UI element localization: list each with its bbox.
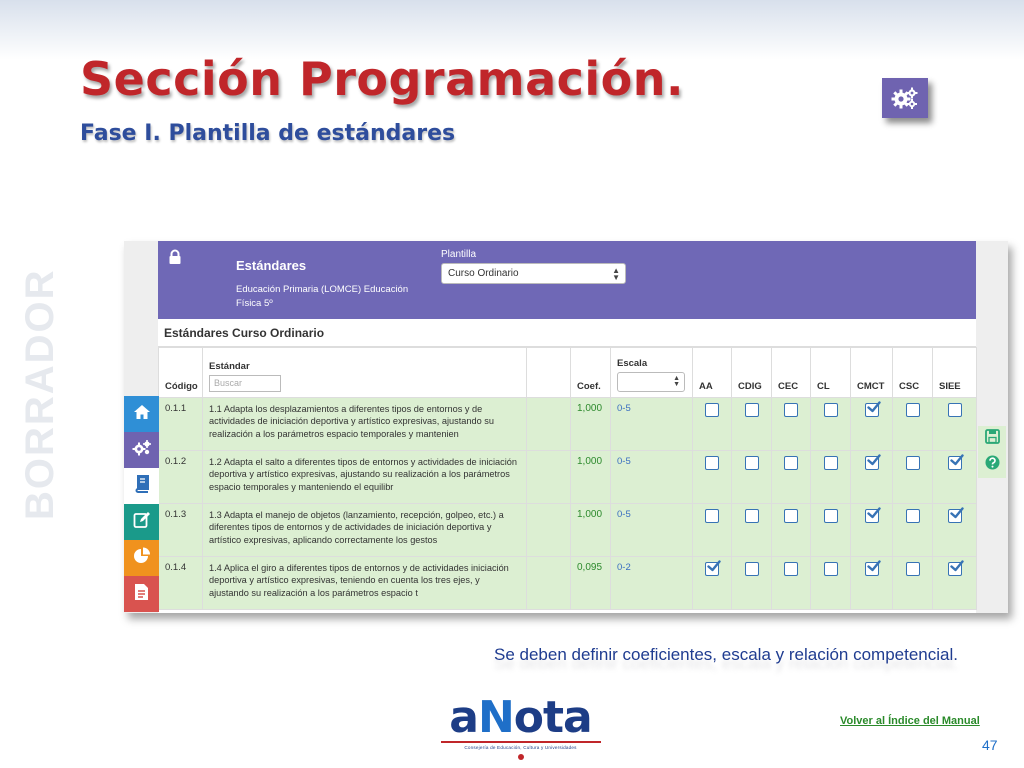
cell-cl [811,398,851,451]
row-description: 1.1 Adapta los desplazamientos a diferentes tipos de entornos y de actividades de iniciación deportiva y artístico expresivas, ajustando su realización a los parámetros espacio temporales y mantenien [203,398,527,451]
header-estandar [203,348,527,398]
header-codigo: Código [159,348,203,398]
table-row[interactable] [159,451,977,504]
table-header-row [159,348,977,398]
cell-cmct [851,398,893,451]
header-siee: SIEE [933,348,977,398]
sidenav-item-home[interactable] [124,396,159,432]
cell-aa [693,504,732,557]
checkbox-cdig[interactable] [745,509,759,523]
panel-header-subtitle: Educación Primaria (LOMCE) Educación Física 5º [236,284,409,309]
cell-siee [933,451,977,504]
header-cec: CEC [772,348,811,398]
checkbox-siee[interactable] [948,456,962,470]
gears-icon [882,78,928,118]
logo-caption: Consejería de Educación, Cultura y Universidades [464,745,577,750]
sidenav-item-document[interactable] [124,576,159,612]
sidenav-item-book[interactable] [124,468,159,504]
cell-cec [772,504,811,557]
row-codigo: 0.1.2 [159,451,203,504]
cell-cec [772,398,811,451]
book-icon [134,475,150,498]
row-description: 1.3 Adapta el manejo de objetos (lanzamiento, recepción, golpeo, etc.) a diferentes tipos de entornos y de actividades de iniciación deportiva y artístico expresivas, aplicando correctamente los gestos [203,504,527,557]
header-estandar-label: Estándar [209,361,250,372]
row-empty [527,557,571,610]
app-screenshot [124,241,1008,613]
cell-csc [893,398,933,451]
checkbox-cdig[interactable] [745,456,759,470]
cell-cec [772,451,811,504]
help-button[interactable] [978,452,1006,478]
checkbox-aa[interactable] [705,403,719,417]
slide-subtitle: Fase I. Plantilla de estándares [80,121,456,146]
checkbox-siee[interactable] [948,509,962,523]
lock-icon[interactable] [168,249,182,270]
logo-wordmark [438,692,603,743]
checkbox-cdig[interactable] [745,562,759,576]
checkbox-cec[interactable] [784,456,798,470]
cell-cec [772,557,811,610]
slide-title: Sección Programación. [80,52,684,106]
row-escala[interactable]: 0-5 [611,398,693,451]
header-escala [611,348,693,398]
row-coef[interactable]: 0,095 [571,557,611,610]
table-row[interactable] [159,504,977,557]
right-toolbar [978,426,1006,478]
checkbox-cl[interactable] [824,562,838,576]
cell-siee [933,504,977,557]
select-arrows-icon: ▲ ▼ [673,375,680,388]
row-coef[interactable]: 1,000 [571,398,611,451]
back-to-index-link[interactable]: Volver al Índice del Manual [840,715,980,727]
cell-csc [893,451,933,504]
cell-csc [893,504,933,557]
header-aa: AA [693,348,732,398]
section-title: Estándares Curso Ordinario [158,319,976,347]
row-escala[interactable]: 0-5 [611,504,693,557]
logo-letters-rest: ota [513,692,592,743]
slide-note: Se deben definir coeficientes, escala y relación competencial. [494,645,958,664]
header-escala-label: Escala [617,358,648,369]
cell-siee [933,557,977,610]
cell-cmct [851,504,893,557]
checkbox-csc[interactable] [906,509,920,523]
row-escala[interactable]: 0-2 [611,557,693,610]
select-arrows-icon: ▲ ▼ [612,266,620,282]
plantilla-value: Curso Ordinario [448,268,519,279]
save-icon [985,429,1000,449]
draft-watermark: BORRADOR [18,268,62,520]
save-button[interactable] [978,426,1006,452]
cell-cl [811,557,851,610]
pie-chart-icon [133,547,151,570]
header-coef: Coef. [571,348,611,398]
cell-cl [811,451,851,504]
cell-aa [693,557,732,610]
checkbox-cl[interactable] [824,456,838,470]
search-input[interactable]: Buscar [209,375,281,392]
row-description: 1.4 Aplica el giro a diferentes tipos de entornos y de actividades iniciación deportiva y artístico expresivas, teniendo en cuenta los tres ejes, y ajustando su realización a los parámetros espacio t [203,557,527,610]
panel-header-title: Estándares [236,258,307,273]
checkbox-cec[interactable] [784,562,798,576]
cell-csc [893,557,933,610]
checkbox-aa[interactable] [705,562,719,576]
header-cmct: CMCT [851,348,893,398]
checkbox-cl[interactable] [824,509,838,523]
row-codigo: 0.1.3 [159,504,203,557]
gears-icon [132,439,152,462]
checkbox-siee[interactable] [948,562,962,576]
row-description: 1.2 Adapta el salto a diferentes tipos de entornos y actividades de iniciación deportiva y artístico expresivas, ajustando su realización a los parámetros espacio temporales y manteniendo el equilibr [203,451,527,504]
cell-cdig [732,504,772,557]
row-codigo: 0.1.4 [159,557,203,610]
checkbox-csc[interactable] [906,456,920,470]
header-cdig: CDIG [732,348,772,398]
checkbox-csc[interactable] [906,562,920,576]
header-empty [527,348,571,398]
standards-table [158,347,977,610]
row-escala[interactable]: 0-5 [611,451,693,504]
sidenav-item-gears[interactable] [124,432,159,468]
cell-cl [811,504,851,557]
checkbox-cmct[interactable] [865,403,879,417]
checkbox-cec[interactable] [784,403,798,417]
checkbox-cmct[interactable] [865,456,879,470]
plantilla-label: Plantilla [441,249,477,260]
row-empty [527,398,571,451]
cell-cdig [732,557,772,610]
cell-cdig [732,451,772,504]
anota-logo [438,692,603,766]
panel-header [158,241,976,319]
checkbox-cl[interactable] [824,403,838,417]
checkbox-csc[interactable] [906,403,920,417]
logo-emblem-icon [518,754,524,760]
logo-letter-n: N [477,692,514,743]
standards-panel [158,241,976,613]
document-icon [134,583,149,606]
row-codigo: 0.1.1 [159,398,203,451]
sidenav-item-pie-chart[interactable] [124,540,159,576]
sidenav-item-edit[interactable] [124,504,159,540]
checkbox-cmct[interactable] [865,562,879,576]
help-icon [985,455,1000,475]
escala-select[interactable] [617,372,685,392]
cell-cdig [732,398,772,451]
table-row[interactable] [159,398,977,451]
cell-aa [693,398,732,451]
page-number: 47 [982,737,998,753]
table-row[interactable] [159,557,977,610]
header-cl: CL [811,348,851,398]
cell-cmct [851,451,893,504]
checkbox-siee[interactable] [948,403,962,417]
row-empty [527,504,571,557]
logo-letter-a: a [449,692,478,743]
checkbox-cmct[interactable] [865,509,879,523]
home-icon [133,404,151,425]
checkbox-aa[interactable] [705,509,719,523]
row-coef[interactable]: 1,000 [571,504,611,557]
cell-siee [933,398,977,451]
side-navigation [124,396,159,612]
row-empty [527,451,571,504]
row-coef[interactable]: 1,000 [571,451,611,504]
checkbox-cec[interactable] [784,509,798,523]
plantilla-select[interactable] [441,263,626,284]
header-csc: CSC [893,348,933,398]
cell-aa [693,451,732,504]
cell-cmct [851,557,893,610]
checkbox-aa[interactable] [705,456,719,470]
checkbox-cdig[interactable] [745,403,759,417]
edit-icon [133,511,151,534]
